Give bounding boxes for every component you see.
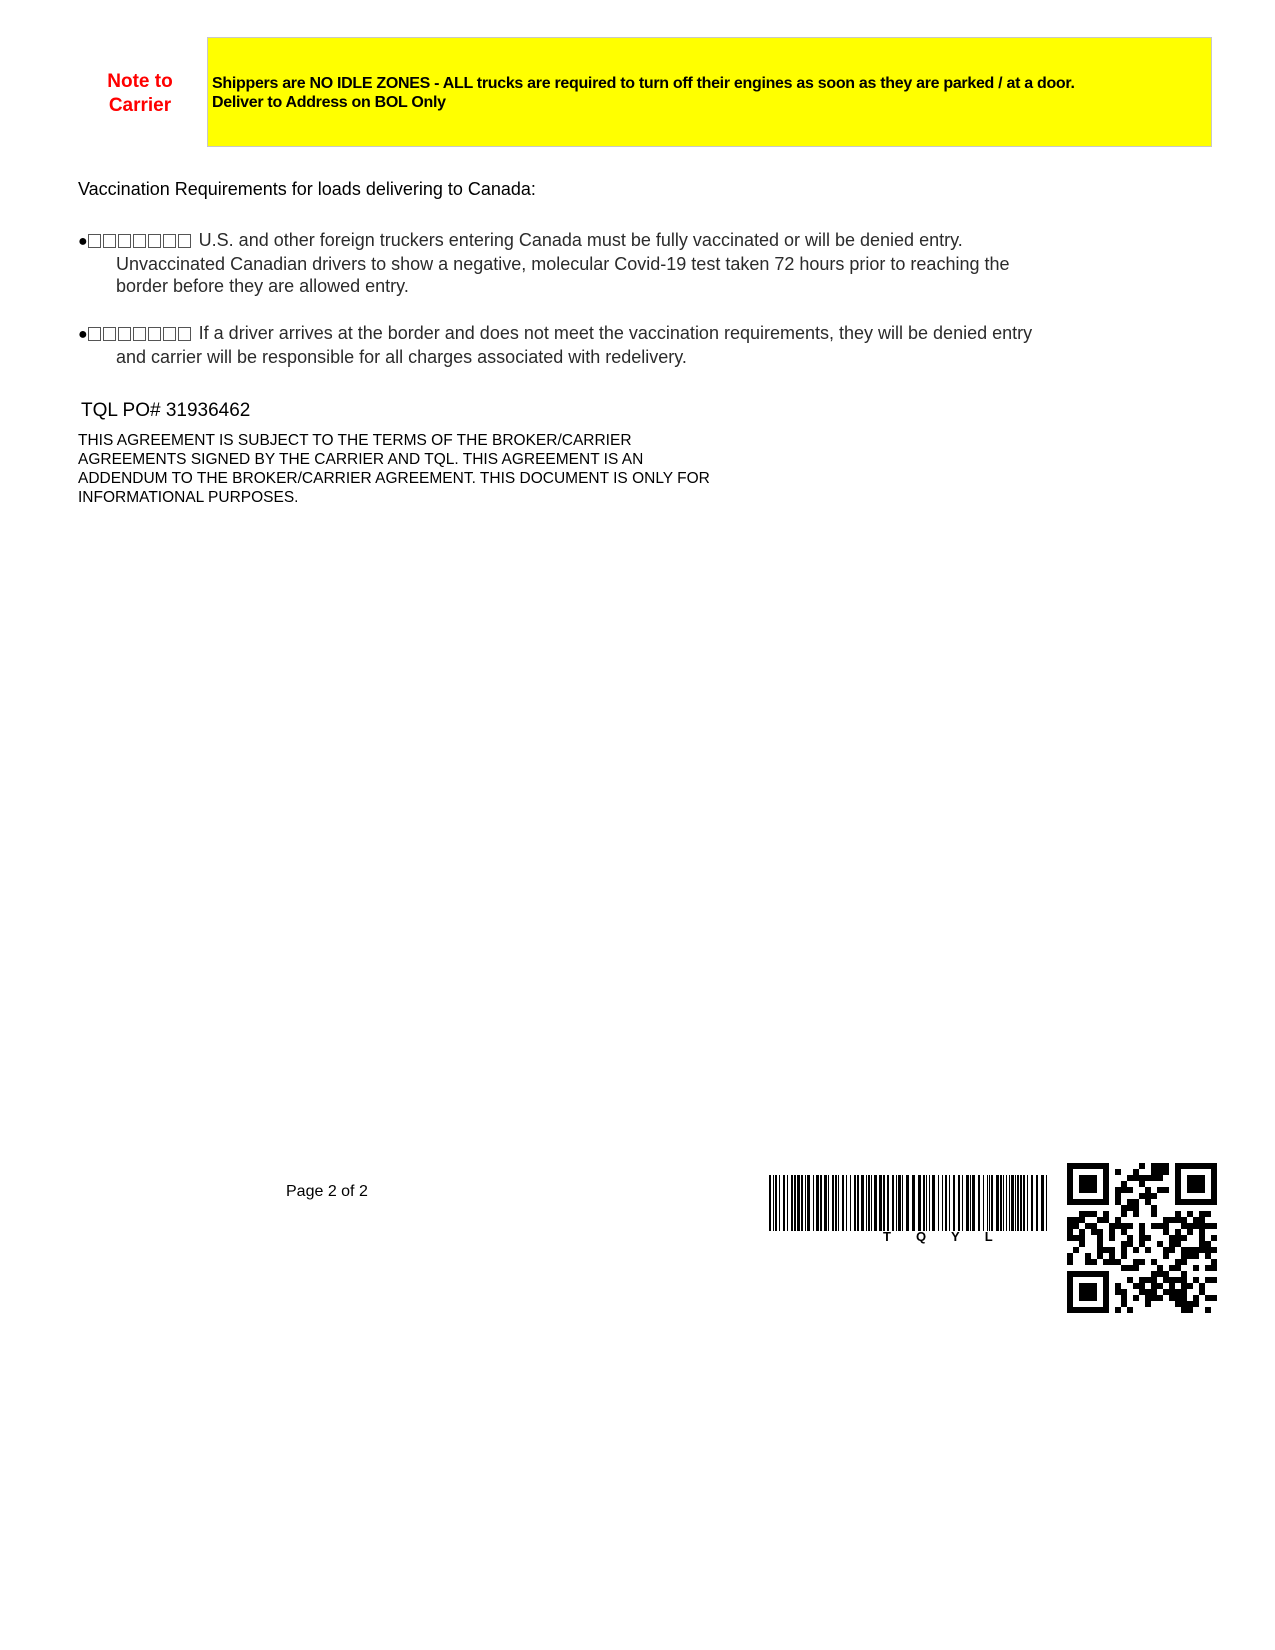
missing-glyph-boxes-icon <box>88 231 193 253</box>
bullet-1-line-2: Unvaccinated Canadian drivers to show a negative, molecular Covid-19 test taken 72 hours prior to reaching the <box>116 254 1010 274</box>
bullet-dot-icon: ● <box>78 326 88 343</box>
vaccination-bullet-1 <box>78 229 1078 297</box>
bullet-dot-icon: ● <box>78 233 88 250</box>
barcode-icon <box>769 1175 1053 1231</box>
agreement-line-2: AGREEMENTS SIGNED BY THE CARRIER AND TQL. THIS AGREEMENT IS AN <box>78 451 644 468</box>
barcode-text: TQYL <box>883 1229 1018 1244</box>
bullet-2-line-2: and carrier will be responsible for all charges associated with redelivery. <box>116 347 687 367</box>
agreement-line-1: THIS AGREEMENT IS SUBJECT TO THE TERMS OF THE BROKER/CARRIER <box>78 432 632 449</box>
vaccination-bullet-2 <box>78 322 1078 368</box>
missing-glyph-boxes-icon <box>88 324 193 346</box>
bullet-2-first-line: If a driver arrives at the border and does not meet the vaccination requirements, they will be denied entry <box>198 323 1033 343</box>
qr-code-icon <box>1067 1163 1217 1313</box>
vaccination-heading: Vaccination Requirements for loads delivering to Canada: <box>78 179 536 199</box>
agreement-text <box>78 431 798 507</box>
agreement-line-4: INFORMATIONAL PURPOSES. <box>78 489 299 506</box>
bullet-1-first-line: U.S. and other foreign truckers entering Canada must be fully vaccinated or will be denied entry. <box>198 230 963 250</box>
page-number: Page 2 of 2 <box>286 1183 368 1200</box>
note-to-carrier-label: Note to Carrier <box>107 71 173 116</box>
agreement-line-3: ADDENDUM TO THE BROKER/CARRIER AGREEMENT. THIS DOCUMENT IS ONLY FOR <box>78 470 710 487</box>
note-line-1: Shippers are NO IDLE ZONES - ALL trucks are required to turn off their engines as soon as they are parked / at a door. <box>212 75 1075 92</box>
note-line-2: Deliver to Address on BOL Only <box>212 94 446 111</box>
bullet-1-line-3: border before they are allowed entry. <box>116 276 409 296</box>
tql-po-number: TQL PO# 31936462 <box>81 400 251 421</box>
note-to-carrier-box <box>207 37 1212 147</box>
